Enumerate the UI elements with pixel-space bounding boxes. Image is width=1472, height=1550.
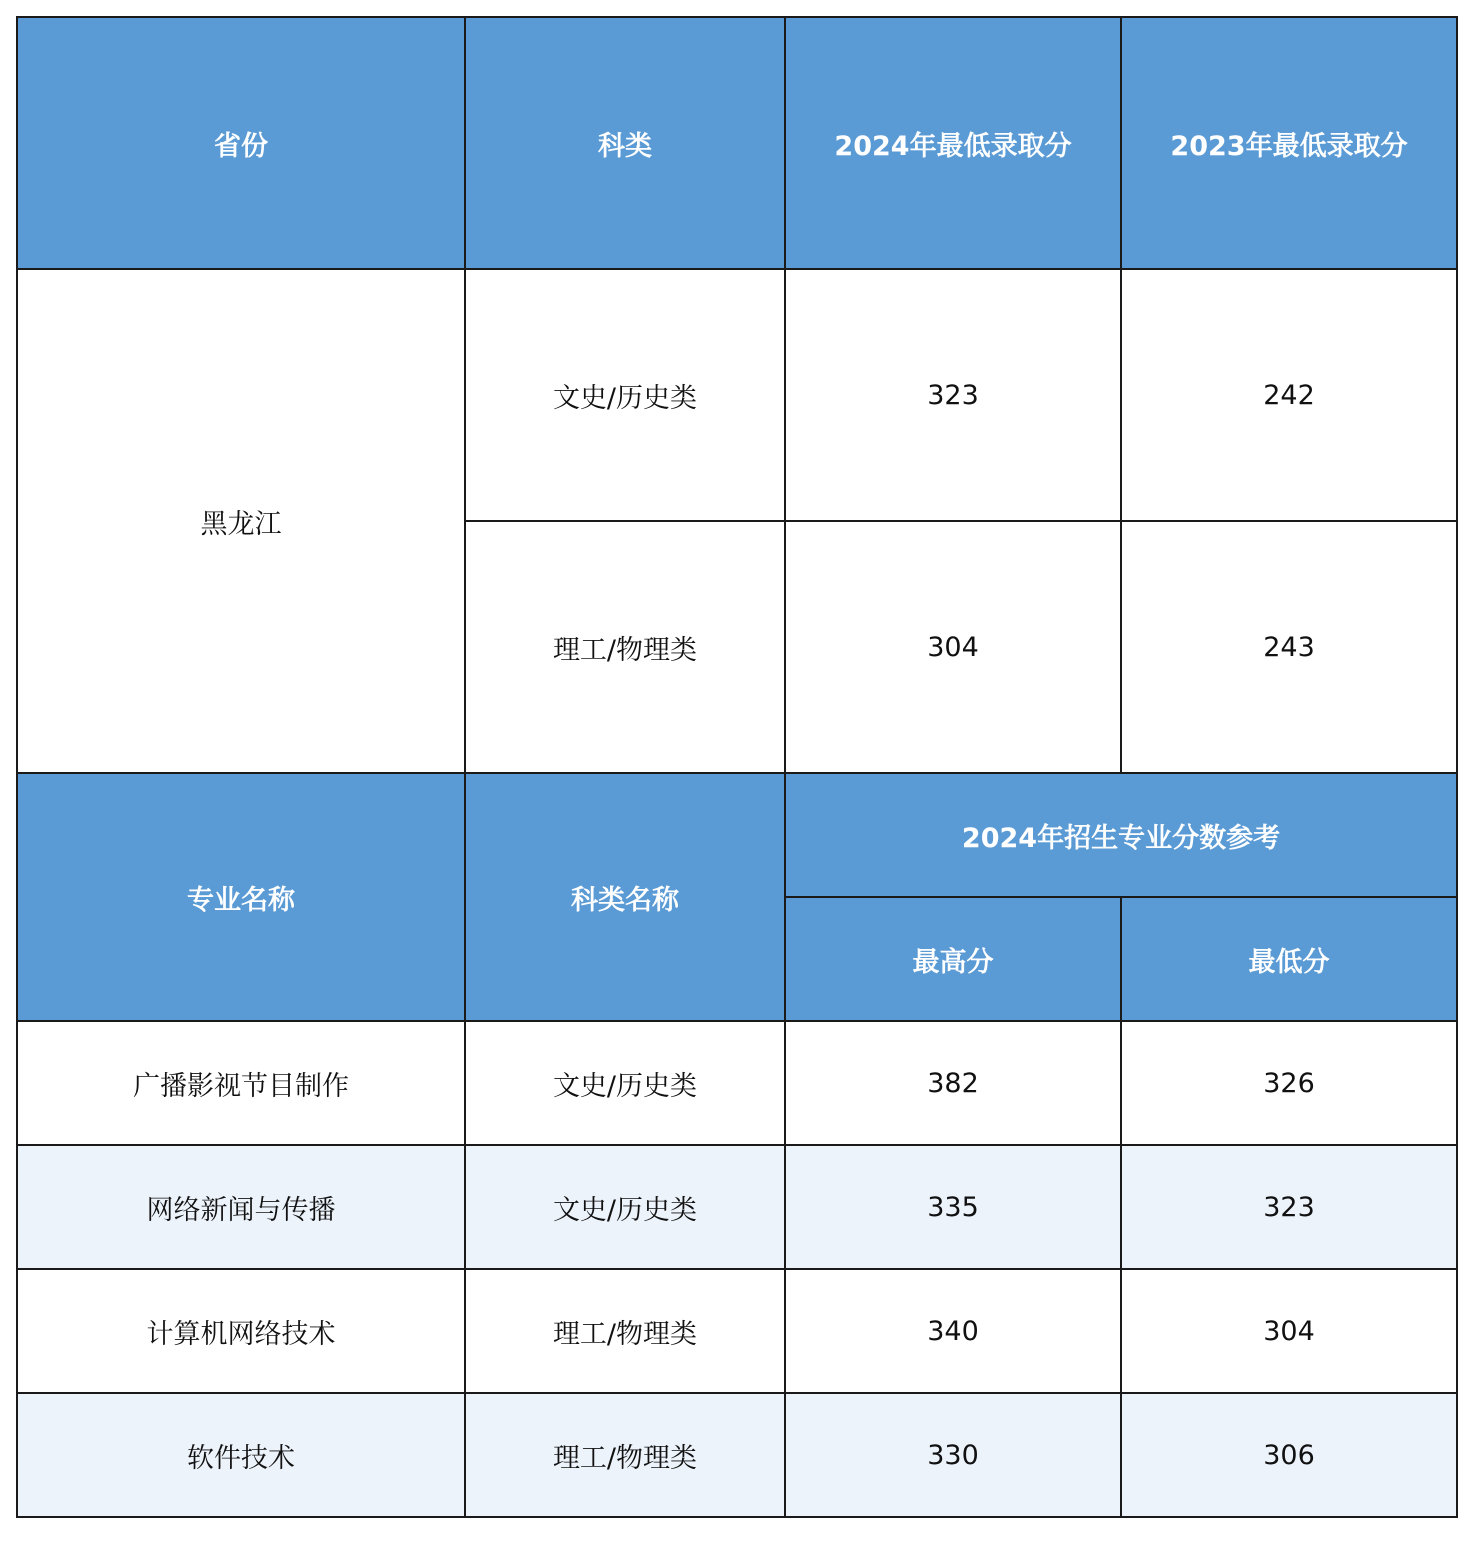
header-min-2023: 2023年最低录取分 [1121, 17, 1457, 269]
min-2023-cell: 243 [1121, 521, 1457, 773]
table-row [17, 1021, 1457, 1145]
header-category-name: 科类名称 [465, 773, 785, 1021]
major-cell: 计算机网络技术 [17, 1269, 465, 1393]
table-row [17, 269, 1457, 521]
admission-header-row [17, 17, 1457, 269]
table-row [17, 1269, 1457, 1393]
major-cell: 广播影视节目制作 [17, 1021, 465, 1145]
category-cell: 理工/物理类 [465, 1393, 785, 1517]
category-cell: 文史/历史类 [465, 269, 785, 521]
table-row [17, 1393, 1457, 1517]
min-score-cell: 304 [1121, 1269, 1457, 1393]
header-score-group: 2024年招生专业分数参考 [785, 773, 1457, 897]
header-category: 科类 [465, 17, 785, 269]
category-cell: 文史/历史类 [465, 1145, 785, 1269]
max-score-cell: 335 [785, 1145, 1121, 1269]
max-score-cell: 382 [785, 1021, 1121, 1145]
major-cell: 网络新闻与传播 [17, 1145, 465, 1269]
min-2023-cell: 242 [1121, 269, 1457, 521]
max-score-cell: 340 [785, 1269, 1121, 1393]
major-cell: 软件技术 [17, 1393, 465, 1517]
category-cell: 理工/物理类 [465, 521, 785, 773]
header-major-name: 专业名称 [17, 773, 465, 1021]
min-score-cell: 323 [1121, 1145, 1457, 1269]
header-province: 省份 [17, 17, 465, 269]
province-cell: 黑龙江 [17, 269, 465, 773]
header-min-score: 最低分 [1121, 897, 1457, 1021]
admission-score-table [16, 16, 1458, 1518]
min-score-cell: 326 [1121, 1021, 1457, 1145]
category-cell: 理工/物理类 [465, 1269, 785, 1393]
table-row [17, 1145, 1457, 1269]
min-score-cell: 306 [1121, 1393, 1457, 1517]
min-2024-cell: 323 [785, 269, 1121, 521]
majors-header-row [17, 773, 1457, 897]
header-max-score: 最高分 [785, 897, 1121, 1021]
max-score-cell: 330 [785, 1393, 1121, 1517]
min-2024-cell: 304 [785, 521, 1121, 773]
header-min-2024: 2024年最低录取分 [785, 17, 1121, 269]
category-cell: 文史/历史类 [465, 1021, 785, 1145]
